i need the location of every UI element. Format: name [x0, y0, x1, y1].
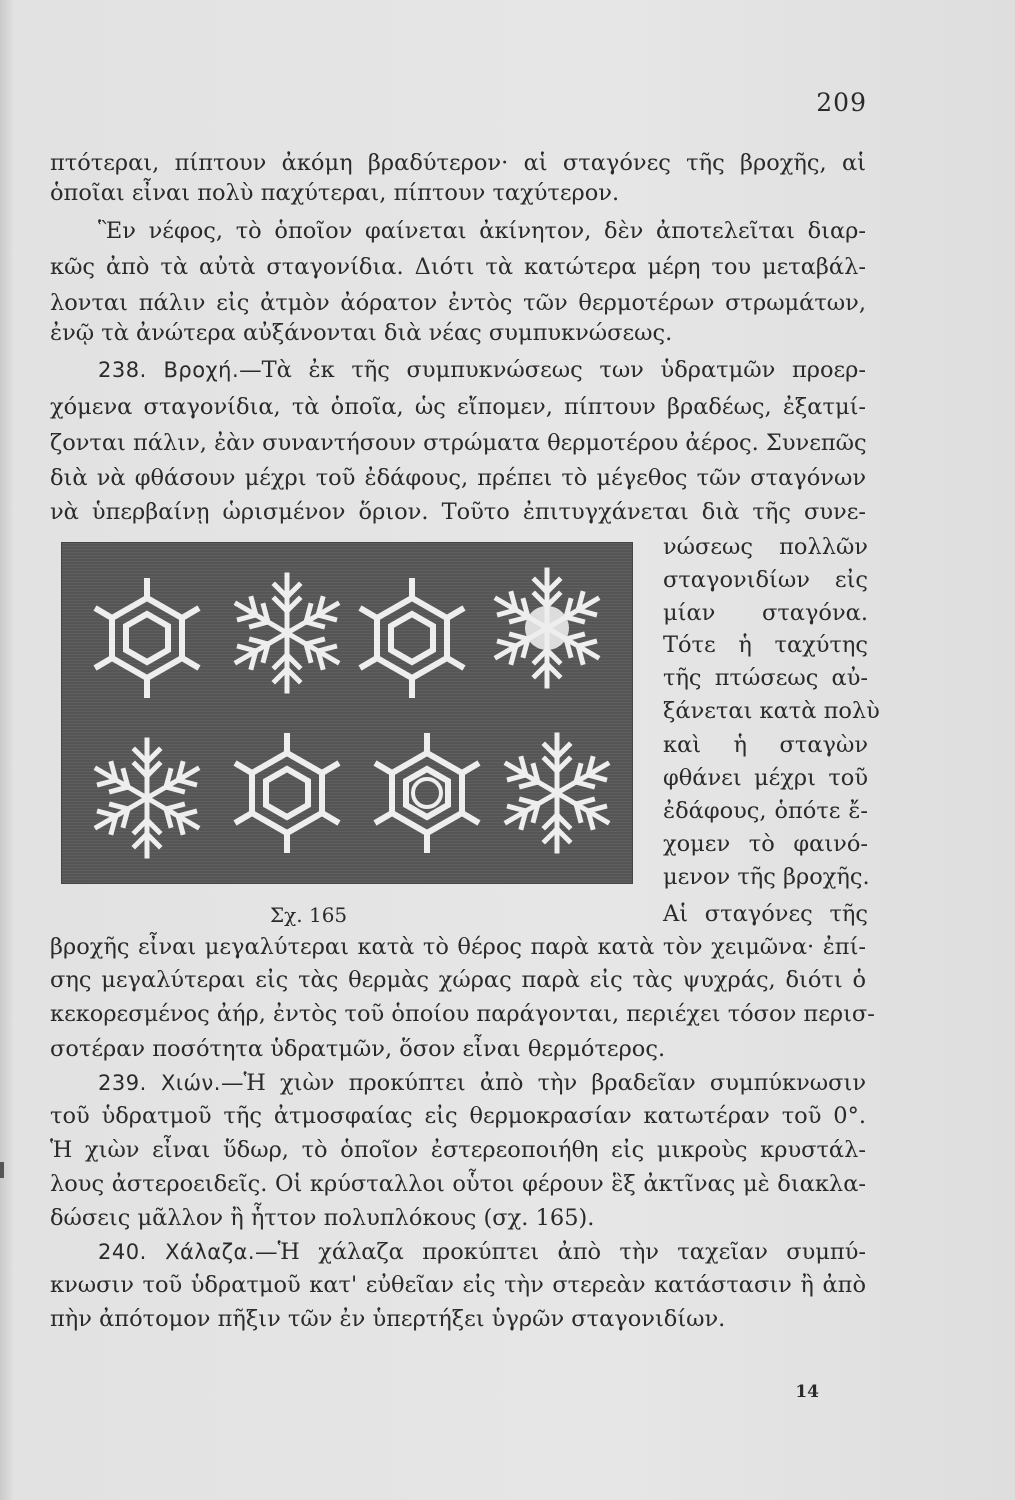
snowflake-figure	[62, 543, 632, 883]
text-line: πτότεραι, πίπτουν ἀκόμη βραδύτερον· αἱ σταγόνες τῆς βροχῆς, αἱ	[50, 150, 866, 176]
section-heading-snow: 239. Χιών.	[98, 1071, 221, 1095]
text-line: σταγονιδίων εἰς	[663, 567, 868, 593]
text-line: τοῦ ὑδρατμοῦ τῆς ἀτμοσφαίας εἰς θερμοκρασίαν κατωτέραν τοῦ 0°.	[50, 1103, 866, 1129]
text-line: κῶς ἀπὸ τὰ αὐτὰ σταγονίδια. Διότι τὰ κατώτερα μέρη του μεταβάλ-	[50, 254, 866, 280]
text-line: κεκορεσμένος ἀήρ, ἐντὸς τοῦ ὁποίου παράγονται, περιέχει τόσον περισ-	[50, 1001, 875, 1027]
text-run: —Ἡ χάλαζα προκύπτει ἀπὸ τὴν ταχεῖαν συμπύ-	[255, 1239, 866, 1265]
section-238-first-line	[50, 355, 866, 385]
text-line: κνωσιν τοῦ ὑδρατμοῦ κατ' εὐθεῖαν εἰς τὴν στερεὰν κατάστασιν ἢ ἀπὸ	[50, 1272, 866, 1298]
text-line: ἐδάφους, ὁπότε ἔ-	[663, 798, 868, 824]
text-line: τῆς πτώσεως αὐ-	[663, 665, 868, 691]
text-line: φθάνει μέχρι τοῦ	[663, 765, 868, 791]
page-number: 209	[816, 88, 867, 117]
text-line: σοτέραν ποσότητα ὑδρατμῶν, ὅσον εἶναι θερμότερος.	[50, 1036, 666, 1062]
text-line: σης μεγαλύτεραι εἰς τὰς θερμὰς χώρας παρὰ εἰς τὰς ψυχράς, διότι ὁ	[50, 967, 866, 993]
text-line: Ἓν νέφος, τὸ ὁποῖον φαίνεται ἀκίνητον, δὲν ἀποτελεῖται διαρ-	[98, 218, 866, 244]
text-line: Αἱ σταγόνες τῆς	[663, 901, 868, 927]
text-line: βροχῆς εἶναι μεγαλύτεραι κατὰ τὸ θέρος παρὰ κατὰ τὸν χειμῶνα· ἐπί-	[50, 934, 866, 960]
text-line: Ἡ χιὼν εἶναι ὕδωρ, τὸ ὁποῖον ἐστερεοποιήθη εἰς μικροὺς κρυστάλ-	[50, 1137, 866, 1163]
text-run: —Τὰ ἐκ τῆς συμπυκνώσεως των ὑδρατμῶν προερ-	[239, 357, 866, 383]
section-239-first-line	[50, 1068, 866, 1098]
section-240-first-line	[50, 1237, 866, 1267]
text-line: διὰ νὰ φθάσουν μέχρι τοῦ ἐδάφους, πρέπει τὸ μέγεθος τῶν σταγόνων	[50, 465, 866, 491]
text-line: χομεν τὸ φαινό-	[663, 831, 868, 857]
text-line: καὶ ἡ σταγὼν	[663, 732, 868, 758]
text-line: Τότε ἡ ταχύτης	[663, 632, 868, 658]
text-line: λους ἀστεροειδεῖς. Οἱ κρύσταλλοι οὗτοι φέρουν ἓξ ἀκτῖνας μὲ διακλα-	[50, 1171, 866, 1197]
section-heading-rain: 238. Βροχή.	[98, 358, 240, 382]
text-line: λονται πάλιν εἰς ἀτμὸν ἀόρατον ἐντὸς τῶν θερμοτέρων στρωμάτων,	[50, 290, 866, 316]
text-line: νὰ ὑπερβαίνῃ ὡρισμένον ὅριον. Τοῦτο ἐπιτυγχάνεται διὰ τῆς συνε-	[50, 499, 866, 525]
text-line: ἐνῷ τὰ ἀνώτερα αὐξάνονται διὰ νέας συμπυκνώσεως.	[50, 320, 673, 346]
signature-number: 14	[795, 1382, 819, 1402]
text-line: δώσεις μᾶλλον ἢ ἧττον πολυπλόκους (σχ. 165).	[50, 1205, 595, 1231]
snowflake-crystals-icon	[62, 543, 632, 883]
text-line: νώσεως πολλῶν	[663, 534, 868, 560]
section-heading-hail: 240. Χάλαζα.	[98, 1240, 256, 1264]
text-line: πὴν ἀπότομον πῆξιν τῶν ἐν ὑπερτήξει ὑγρῶν σταγονιδίων.	[50, 1306, 726, 1332]
text-line: χόμενα σταγονίδια, τὰ ὁποῖα, ὡς εἴπομεν, πίπτουν βραδέως, ἐξατμί-	[50, 394, 866, 420]
figure-caption: Σχ. 165	[270, 903, 348, 927]
text-line: μενον τῆς βροχῆς.	[663, 864, 870, 890]
text-line: ζονται πάλιν, ἐὰν συναντήσουν στρώματα θερμοτέρου ἀέρος. Συνεπῶς	[50, 430, 867, 456]
text-line: μίαν σταγόνα.	[663, 600, 868, 626]
page-edge-mark	[0, 1162, 4, 1178]
text-line: ξάνεται κατὰ πολὺ	[663, 698, 880, 724]
text-line: ὁποῖαι εἶναι πολὺ παχύτεραι, πίπτουν ταχύτερον.	[50, 180, 620, 206]
text-run: —Ἡ χιὼν προκύπτει ἀπὸ τὴν βραδεῖαν συμπύκνωσιν	[220, 1070, 867, 1096]
